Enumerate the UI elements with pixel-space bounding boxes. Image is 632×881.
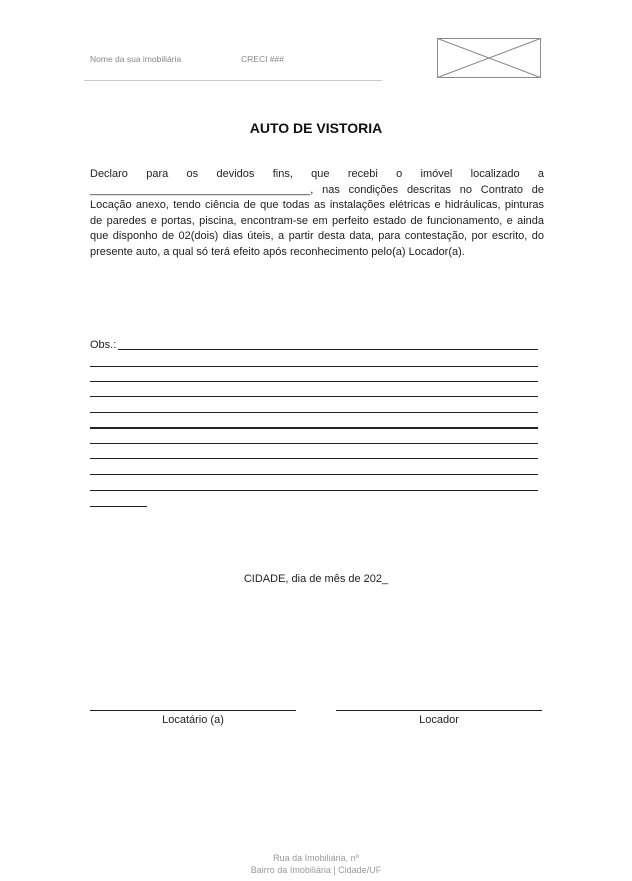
observation-line	[90, 490, 538, 491]
observation-line	[90, 474, 538, 475]
footer-address-line1: Rua da Imobiliária, nº	[273, 853, 359, 863]
observation-line	[90, 412, 538, 413]
observation-line	[90, 366, 538, 367]
footer-address-line2: Bairro da Imobiliária | Cidade/UF	[250, 865, 382, 875]
document-title: AUTO DE VISTORIA	[249, 120, 383, 136]
tenant-signature-line	[90, 710, 296, 711]
creci-number: CRECI ###	[241, 54, 284, 64]
observation-line	[90, 396, 538, 397]
logo-placeholder-icon	[437, 38, 541, 78]
header-divider	[84, 80, 382, 81]
observation-line	[118, 349, 538, 350]
landlord-signature-line	[336, 710, 542, 711]
footer-address	[0, 852, 632, 876]
declaration-paragraph: Declaro para os devidos fins, que recebi o imóvel localizado a ____________________________________, nas condições descritas no Contrato de Locação anexo, tendo ciência de que todas as instalações elétricas e hidráulicas, pinturas de paredes e portas, piscina, encontram-se em perfeito estado de funcionamento, e ainda que disponho de 02(dois) dias úteis, a partir desta data, para contestação, por escrito, do presente auto, a qual só terá efeito após reconhecimento pelo(a) Locador(a).	[90, 168, 544, 258]
observation-line	[90, 443, 538, 444]
observation-line	[90, 427, 538, 429]
observation-line	[90, 458, 538, 459]
agency-name: Nome da sua imobiliária	[90, 54, 182, 64]
observation-line	[90, 381, 538, 382]
observations-label: Obs.:	[90, 339, 117, 351]
landlord-signature-label: Locador	[419, 714, 459, 726]
observation-line-end	[90, 506, 147, 507]
place-date-line: CIDADE, dia de mês de 202_	[243, 573, 389, 585]
tenant-signature-label: Locatário (a)	[162, 714, 224, 726]
